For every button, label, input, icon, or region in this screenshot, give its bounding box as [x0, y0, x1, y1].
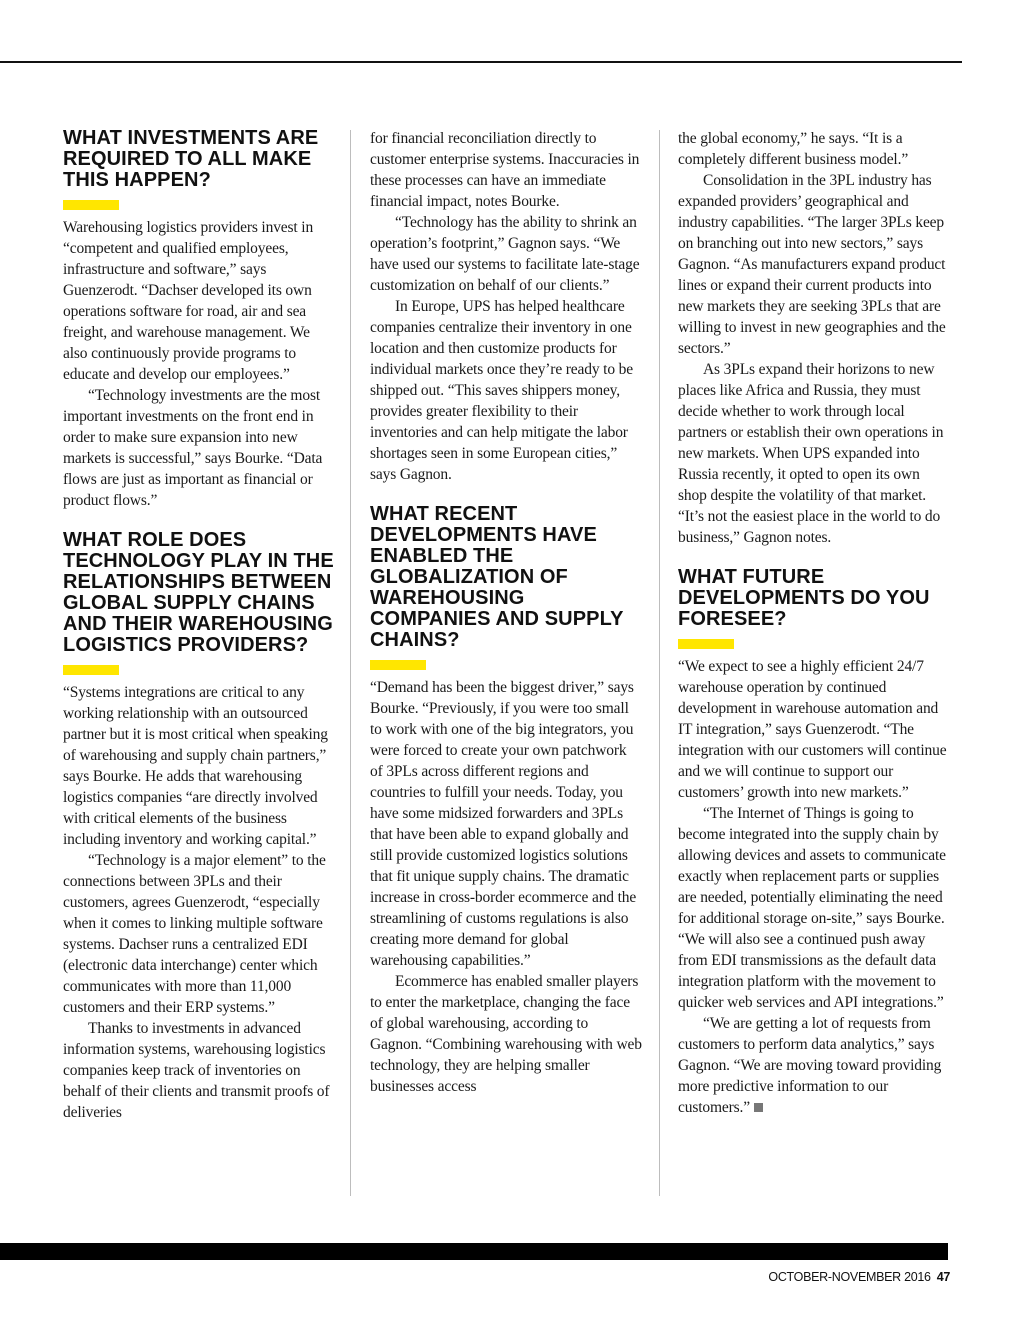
paragraph: In Europe, UPS has helped healthcare companies centralize their inventory in one location and then customize products for individual markets once they’re ready to be shipped out. “This saves shippers money, provides greater flexibility to their inventories and can help mitigate the labor shortages seen in some European cities,” says Gagnon. [370, 298, 633, 483]
paragraph: Warehousing logistics providers invest in “competent and qualified employees, infrastructure and software,” says Guenzerodt. “Dachser developed its own operations software for road, air and sea freight, and warehouse management. We also continuously provide programs to educate and develop our employees.” [63, 219, 314, 383]
paragraph: the global economy,” he says. “It is a completely different business model.” [678, 130, 909, 168]
issue-date: OCTOBER-NOVEMBER 2016 [768, 1270, 931, 1284]
accent-bar [63, 200, 119, 210]
footer-bar [0, 1243, 948, 1260]
page-number: 47 [936, 1270, 950, 1284]
column-3 [678, 128, 950, 1118]
paragraph: Thanks to investments in advanced information systems, warehousing logistics companies keep track of inventories on behalf of their clients and transmit proofs of deliveries [63, 1020, 330, 1121]
paragraph: As 3PLs expand their horizons to new places like Africa and Russia, they must decide whether to work through local partners or establish their own operations in new markets. When UPS expanded into Russia recently, it opted to open its own shop despite the volatility of that market. “It’s not the easiest place in the world to do business,” Gagnon notes. [678, 361, 944, 546]
paragraph: Ecommerce has enabled smaller players to enter the marketplace, changing the face of global warehousing, according to Gagnon. “Combining warehousing with web technology, they are helping smaller businesses access [370, 973, 642, 1095]
top-rule [0, 61, 962, 63]
paragraph: for financial reconciliation directly to customer enterprise systems. Inaccuracies in these processes can have an immediate financial impact, notes Bourke. [370, 130, 640, 210]
column-1 [63, 128, 335, 1123]
section-heading: WHAT RECENT DEVELOPMENTS HAVE ENABLED THE GLOBALIZATION OF WAREHOUSING COMPANIES AND SUPPLY CHAINS? [370, 503, 624, 651]
accent-bar [678, 639, 734, 649]
accent-bar [370, 660, 426, 670]
column-divider [350, 130, 351, 1196]
end-mark-icon [754, 1103, 763, 1112]
paragraph: “Technology has the ability to shrink an operation’s footprint,” Gagnon says. “We have used our systems to facilitate late-stage customization on behalf of our clients.” [370, 214, 640, 294]
paragraph: “Technology investments are the most important investments on the front end in order to make sure expansion into new markets is successful,” says Bourke. “Data flows are just as important as financial or product flows.” [63, 387, 323, 509]
paragraph-text: “We are getting a lot of requests from customers to perform data analytics,” says Gagnon. “We are moving toward providing more predictive information to our customers.” [678, 1015, 942, 1116]
accent-bar [63, 665, 119, 675]
section-heading: WHAT ROLE DOES TECHNOLOGY PLAY IN THE RELATIONSHIPS BETWEEN GLOBAL SUPPLY CHAINS AND THEIR WAREHOUSING LOGISTICS PROVIDERS? [63, 529, 334, 656]
section-heading: WHAT FUTURE DEVELOPMENTS DO YOU FORESEE? [678, 566, 930, 630]
paragraph: “Technology is a major element” to the connections between 3PLs and their customers, agrees Guenzerodt, “especially when it comes to linking multiple software systems. Dachser runs a centralized EDI (electronic data interchange) center which communicates with more than 11,000 customers and their ERP systems.” [63, 852, 326, 1016]
paragraph: Consolidation in the 3PL industry has expanded providers’ geographical and industry capabilities. “The larger 3PLs keep on branching out into new sectors,” says Gagnon. “As manufacturers expand product lines or expand their current products into new markets they are seeking 3PLs that are willing to invest in new geographies and the sectors.” [678, 172, 946, 357]
column-divider [659, 130, 660, 1196]
column-2 [370, 128, 642, 1097]
paragraph [678, 1013, 950, 1118]
paragraph: “Systems integrations are critical to any working relationship with an outsourced partner but it is most critical when speaking of warehousing and supply chain partners,” says Bourke. He adds that warehousing logistics companies “are directly involved with critical elements of the business including inventory and working capital.” [63, 684, 328, 848]
paragraph: “We expect to see a highly efficient 24/7 warehouse operation by continued development in warehouse automation and IT integration,” says Guenzerodt. “The integration with our customers will continue and we will continue to support our customers’ growth into new markets.” [678, 658, 947, 801]
paragraph: “Demand has been the biggest driver,” says Bourke. “Previously, if you were too small to work with one of the big integrators, you were forced to create your own patchwork of 3PLs across different regions and countries to fulfill your needs. Today, you have some midsized forwarders and 3PLs that have been able to expand globally and still provide customized logistics solutions that fit unique supply chains. The dramatic increase in cross-border ecommerce and the streamlining of customs regulations is also creating more demand for global warehousing capabilities.” [370, 679, 637, 969]
section-heading: WHAT INVESTMENTS ARE REQUIRED TO ALL MAKE THIS HAPPEN? [63, 127, 319, 191]
paragraph: “The Internet of Things is going to become integrated into the supply chain by allowing devices and assets to communicate exactly when replacement parts or supplies are needed, potentially eliminating the need for additional storage on-site,” says Bourke. “We will also see a continued push away from EDI transmissions as the default data integration platform with the movement to quicker web services and API integrations.” [678, 805, 946, 1011]
folio [768, 1270, 950, 1284]
